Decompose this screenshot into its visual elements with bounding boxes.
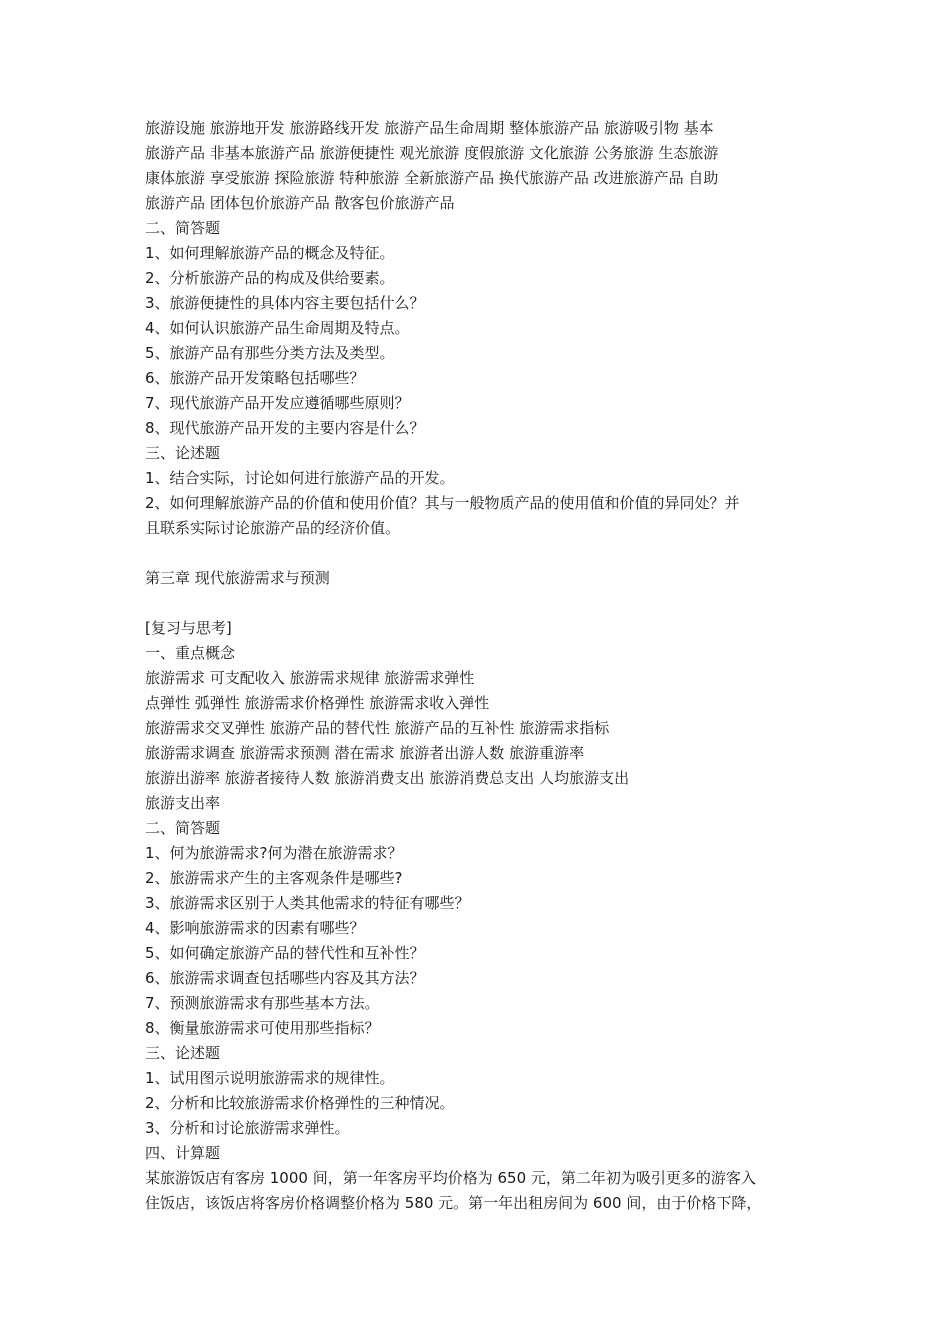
text-line: 二、简答题	[145, 219, 221, 237]
text-line: 5、如何确定旅游产品的替代性和互补性？	[145, 944, 425, 962]
text-line: 5、旅游产品有那些分类方法及类型。	[145, 344, 395, 362]
text-line: 第三章 现代旅游需求与预测	[145, 569, 330, 587]
text-line: 1、何为旅游需求?何为潜在旅游需求？	[145, 844, 403, 862]
text-line: 康体旅游 享受旅游 探险旅游 特种旅游 全新旅游产品 换代旅游产品 改进旅游产品 自助	[145, 169, 719, 187]
text-line: 点弹性 弧弹性 旅游需求价格弹性 旅游需求收入弹性	[145, 694, 490, 712]
text-line: 3、分析和讨论旅游需求弹性。	[145, 1119, 350, 1137]
text-line: 某旅游饭店有客房 1000 间，第一年客房平均价格为 650 元，第二年初为吸引更多的游客入	[145, 1169, 756, 1187]
text-line: 6、旅游需求调查包括哪些内容及其方法？	[145, 969, 425, 987]
text-line: 6、旅游产品开发策略包括哪些？	[145, 369, 365, 387]
document-page	[145, 116, 809, 1216]
text-line: 3、旅游便捷性的具体内容主要包括什么？	[145, 294, 425, 312]
text-line: 旅游需求 可支配收入 旅游需求规律 旅游需求弹性	[145, 669, 475, 687]
text-line: 2、分析和比较旅游需求价格弹性的三种情况。	[145, 1094, 455, 1112]
text-line: 旅游产品 团体包价旅游产品 散客包价旅游产品	[145, 194, 455, 212]
text-line: 2、如何理解旅游产品的价值和使用价值？其与一般物质产品的使用值和价值的异同处？并	[145, 494, 740, 512]
text-line: [复习与思考]	[145, 619, 232, 637]
text-line: 二、简答题	[145, 819, 221, 837]
text-line: 7、预测旅游需求有那些基本方法。	[145, 994, 380, 1012]
text-line: 7、现代旅游产品开发应遵循哪些原则？	[145, 394, 410, 412]
text-line: 四、计算题	[145, 1144, 221, 1162]
text-line: 旅游需求调查 旅游需求预测 潜在需求 旅游者出游人数 旅游重游率	[145, 744, 585, 762]
text-line: 旅游产品 非基本旅游产品 旅游便捷性 观光旅游 度假旅游 文化旅游 公务旅游 生态旅游	[145, 144, 719, 162]
text-line: 1、如何理解旅游产品的概念及特征。	[145, 244, 395, 262]
text-line: 8、衡量旅游需求可使用那些指标？	[145, 1019, 380, 1037]
text-line: 三、论述题	[145, 444, 221, 462]
text-line: 8、现代旅游产品开发的主要内容是什么？	[145, 419, 425, 437]
text-line: 一、重点概念	[145, 644, 236, 662]
text-line: 旅游需求交叉弹性 旅游产品的替代性 旅游产品的互补性 旅游需求指标	[145, 719, 610, 737]
text-line: 1、结合实际，讨论如何进行旅游产品的开发。	[145, 469, 455, 487]
text-line: 旅游设施 旅游地开发 旅游路线开发 旅游产品生命周期 整体旅游产品 旅游吸引物 基本	[145, 119, 714, 137]
text-line: 且联系实际讨论旅游产品的经济价值。	[145, 519, 401, 537]
blank-line	[145, 541, 809, 566]
text-line: 2、分析旅游产品的构成及供给要素。	[145, 269, 395, 287]
text-line: 旅游出游率 旅游者接待人数 旅游消费支出 旅游消费总支出 人均旅游支出	[145, 769, 630, 787]
text-line: 4、如何认识旅游产品生命周期及特点。	[145, 319, 410, 337]
text-line: 1、试用图示说明旅游需求的规律性。	[145, 1069, 395, 1087]
text-line: 3、旅游需求区别于人类其他需求的特征有哪些？	[145, 894, 470, 912]
text-line: 住饭店，该饭店将客房价格调整价格为 580 元。第一年出租房间为 600 间，由于价格下降，	[145, 1194, 762, 1212]
text-line: 三、论述题	[145, 1044, 221, 1062]
text-line: 2、旅游需求产生的主客观条件是哪些?	[145, 869, 403, 887]
text-line: 旅游支出率	[145, 794, 221, 812]
blank-line	[145, 591, 809, 616]
text-line: 4、影响旅游需求的因素有哪些？	[145, 919, 365, 937]
